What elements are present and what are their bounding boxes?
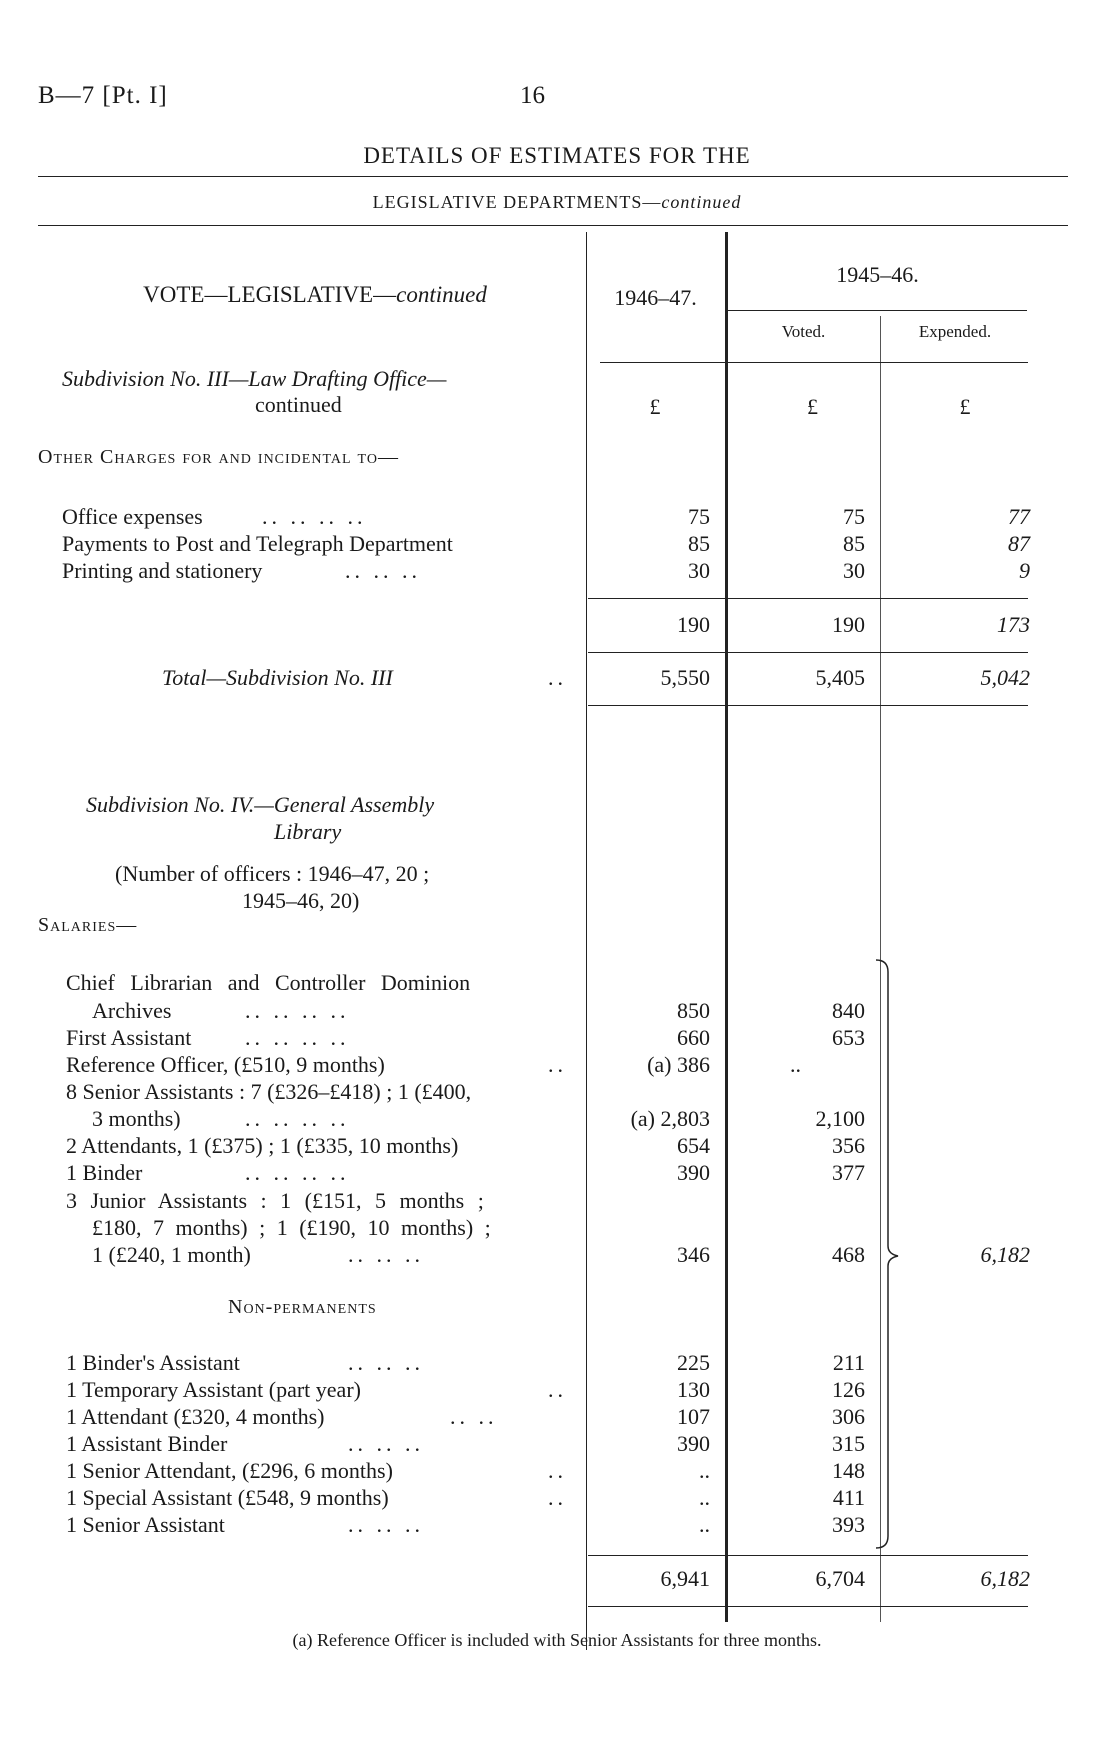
value-expended: 77 [1008, 504, 1030, 529]
row-label-cont: £180, 7 months) ; 1 (£190, 10 months) ; [92, 1215, 491, 1240]
value-1946: 75 [688, 504, 710, 529]
row-label: Chief Librarian and Controller Dominion [66, 970, 471, 995]
officers-count-cont: 1945–46, 20) [242, 888, 360, 913]
leader-dots: .. .. .. .. [245, 1160, 350, 1185]
value-voted: 840 [832, 998, 865, 1023]
total-voted: 6,704 [815, 1566, 865, 1591]
currency-1: £ [649, 394, 661, 419]
total-rule-bottom [588, 1606, 1028, 1607]
leader-dots: .. .. .. .. [245, 998, 350, 1023]
subtotal-1946: 190 [677, 612, 710, 637]
value-voted: 148 [832, 1458, 865, 1483]
row-label-cont: 3 months) [92, 1106, 181, 1131]
value-1946: 30 [688, 558, 710, 583]
salaries-heading: Salaries— [38, 914, 138, 936]
subtotal-expended: 173 [997, 612, 1030, 637]
value-expended: 9 [1019, 558, 1030, 583]
value-voted: 315 [832, 1431, 865, 1456]
row-label-cont: Archives [92, 998, 172, 1023]
col-divider-1 [586, 232, 587, 1650]
value-expended: 87 [1008, 531, 1030, 556]
row-label: 1 Senior Assistant [66, 1512, 225, 1537]
value-voted: 30 [843, 558, 865, 583]
leader-dots: .. .. .. [348, 1431, 424, 1456]
row-label: Printing and stationery [62, 558, 263, 583]
other-charges-heading: Other Charges for and incidental to— [38, 446, 399, 468]
value-1946: .. [699, 1458, 710, 1483]
leader-dots: .. .. .. .. [245, 1106, 350, 1131]
subtotal-rule-top [588, 598, 1028, 599]
value-voted: 468 [832, 1242, 865, 1267]
subdivision-3-heading-cont: continued [255, 392, 342, 417]
officers-count: (Number of officers : 1946–47, 20 ; [115, 861, 430, 886]
total-1946: 6,941 [660, 1566, 710, 1591]
row-label: Reference Officer, (£510, 9 months) [66, 1052, 385, 1077]
leader-dots: .. [548, 1052, 567, 1077]
row-label: Payments to Post and Telegraph Department [62, 531, 453, 556]
col-head-expended: Expended. [918, 322, 992, 341]
value-voted: 126 [832, 1377, 865, 1402]
value-voted: 393 [832, 1512, 865, 1537]
value-voted: 377 [832, 1160, 865, 1185]
non-permanents-heading: Non-permanents [228, 1296, 377, 1318]
row-label-cont: 1 (£240, 1 month) [92, 1242, 251, 1267]
value-1946: 85 [688, 531, 710, 556]
leader-dots: .. .. .. .. [245, 1025, 350, 1050]
total-rule-top [588, 1555, 1028, 1556]
subdivision-3-heading: Subdivision No. III—Law Drafting Office— [62, 366, 447, 391]
row-label: 3 Junior Assistants : 1 (£151, 5 months ; [66, 1188, 484, 1213]
value-1946: 107 [677, 1404, 710, 1429]
total-1946: 5,550 [660, 665, 710, 690]
row-label: 1 Special Assistant (£548, 9 months) [66, 1485, 389, 1510]
total-subdivision-3-label: Total—Subdivision No. III [162, 665, 393, 690]
subdivision-4-heading-cont: Library [274, 819, 342, 844]
leader-dots: .. .. .. [348, 1242, 424, 1267]
subtitle-rule [38, 225, 1068, 226]
col-divider-2 [725, 232, 728, 1622]
header-rule [600, 362, 1028, 363]
document-reference: B—7 [Pt. I] [38, 82, 168, 109]
total-rule [588, 705, 1028, 706]
currency-2: £ [807, 394, 818, 419]
vote-heading: VOTE—LEGISLATIVE—continued [143, 282, 487, 307]
row-label: 2 Attendants, 1 (£375) ; 1 (£335, 10 months) [66, 1133, 459, 1158]
value-voted: 211 [832, 1350, 865, 1375]
leader-dots: .. [548, 1377, 567, 1402]
page-subtitle: LEGISLATIVE DEPARTMENTS—continued [372, 192, 742, 212]
row-label: 8 Senior Assistants : 7 (£326–£418) ; 1 (£400, [66, 1079, 472, 1104]
leader-dots: .. [548, 1485, 567, 1510]
leader-dots: .. .. .. [348, 1350, 424, 1375]
leader-dots: .. .. .. [348, 1512, 424, 1537]
leader-dots: .. .. .. [345, 558, 421, 583]
subdivision-4-heading: Subdivision No. IV.—General Assembly [86, 792, 435, 817]
col-head-1945: 1945–46. [836, 262, 919, 287]
value-1946: (a) 2,803 [630, 1106, 710, 1131]
value-voted: 356 [832, 1133, 865, 1158]
total-expended: 5,042 [980, 665, 1030, 690]
value-1946: .. [699, 1485, 710, 1510]
total-voted: 5,405 [815, 665, 865, 690]
currency-3: £ [959, 394, 971, 419]
value-voted: 411 [832, 1485, 865, 1510]
title-rule [38, 176, 1068, 177]
row-label: 1 Temporary Assistant (part year) [66, 1377, 361, 1402]
value-voted: 85 [843, 531, 865, 556]
row-label: 1 Binder's Assistant [66, 1350, 240, 1375]
value-1946: 850 [677, 998, 710, 1023]
value-voted: 75 [843, 504, 865, 529]
value-voted: 2,100 [815, 1106, 865, 1131]
row-label: Office expenses [62, 504, 203, 529]
row-label: 1 Assistant Binder [66, 1431, 228, 1456]
subtotal-rule-bottom [588, 652, 1028, 653]
value-1946: 660 [677, 1025, 710, 1050]
leader-dots: .. [548, 1458, 567, 1483]
subtotal-voted: 190 [832, 612, 865, 637]
value-1946: 130 [677, 1377, 710, 1402]
value-1946: 390 [677, 1160, 710, 1185]
leader-dots: .. .. .. .. [262, 504, 367, 529]
page-title: DETAILS OF ESTIMATES FOR THE [363, 143, 751, 168]
value-1946: .. [699, 1512, 710, 1537]
total-expended: 6,182 [980, 1566, 1030, 1591]
value-voted: 653 [832, 1025, 865, 1050]
leader-dots: .. .. [450, 1404, 498, 1429]
row-label: 1 Binder [66, 1160, 143, 1185]
value-voted: .. [790, 1052, 801, 1077]
row-label: 1 Senior Attendant, (£296, 6 months) [66, 1458, 393, 1483]
value-1946: 390 [677, 1431, 710, 1456]
value-1946: (a) 386 [647, 1052, 710, 1077]
leader-dots: .. [548, 665, 567, 690]
value-1946: 346 [677, 1242, 710, 1267]
page-number: 16 [520, 82, 545, 109]
footnote: (a) Reference Officer is included with Senior Assistants for three months. [292, 1630, 822, 1650]
year-rule [727, 310, 1027, 311]
col-head-voted: Voted. [781, 322, 826, 341]
row-label: 1 Attendant (£320, 4 months) [66, 1404, 325, 1429]
row-label: First Assistant [66, 1025, 192, 1050]
value-voted: 306 [832, 1404, 865, 1429]
value-1946: 654 [677, 1133, 710, 1158]
col-head-1946: 1946–47. [614, 285, 697, 310]
expended-group-value: 6,182 [980, 1242, 1030, 1267]
value-1946: 225 [677, 1350, 710, 1375]
